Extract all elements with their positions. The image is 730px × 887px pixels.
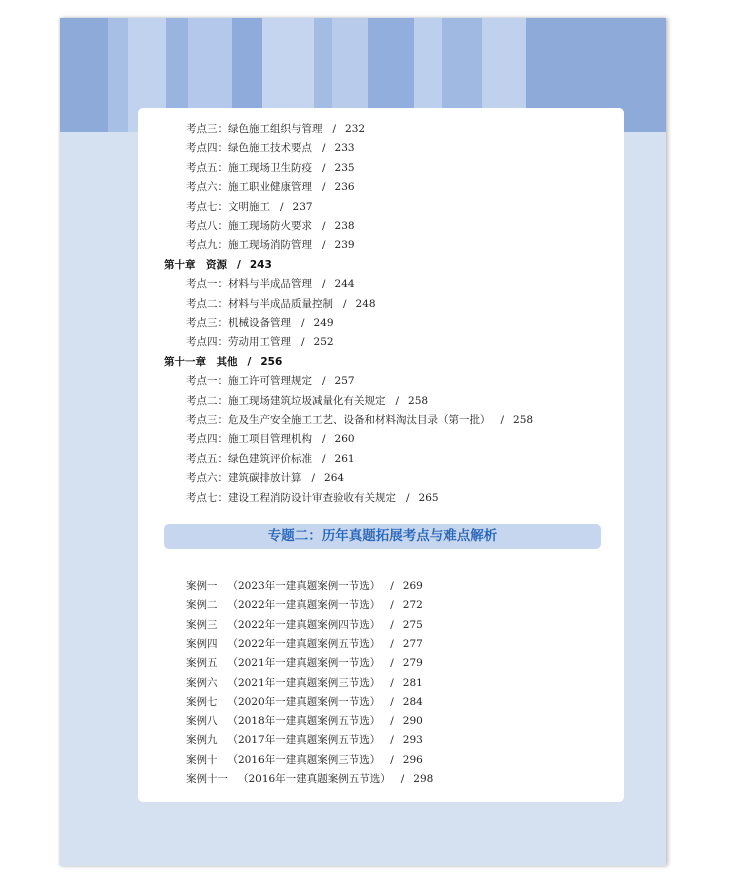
toc-entry [186, 618, 423, 632]
page-number: 261 [334, 452, 355, 465]
toc-entry [186, 122, 365, 136]
separator: / [322, 181, 326, 194]
case-source: （2016年一建真题案例五节选） [238, 773, 391, 785]
toc-entry [186, 432, 355, 446]
entry-label: 考点五：绿色建筑评价标准 [186, 452, 312, 465]
toc-entry [186, 471, 344, 485]
page-number: 258 [513, 414, 534, 426]
toc-entry [186, 180, 355, 194]
separator: / [322, 433, 326, 446]
case-number: 案例八 [186, 715, 218, 728]
separator: / [322, 161, 326, 174]
toc-entry [186, 200, 313, 214]
separator: / [322, 375, 326, 388]
page-number: 243 [249, 258, 272, 271]
entry-label: 考点一：施工许可管理规定 [186, 375, 312, 388]
page-number: 260 [334, 433, 355, 446]
page-number: 279 [402, 657, 423, 670]
case-source: （2022年一建真题案例四节选） [227, 618, 381, 631]
case-source: （2018年一建真题案例五节选） [227, 715, 381, 728]
case-number: 案例十 [186, 753, 218, 766]
entry-label: 考点四：绿色施工技术要点 [186, 142, 312, 155]
entry-label: 考点四：劳动用工管理 [186, 336, 291, 349]
entry-label: 考点三：危及生产安全施工工艺、设备和材料淘汰目录（第一批） [186, 414, 491, 426]
toc-entry [186, 695, 423, 709]
case-source: （2017年一建真题案例五节选） [227, 734, 381, 747]
entry-label: 考点四：施工项目管理机构 [186, 433, 312, 446]
separator: / [301, 317, 305, 329]
page-number: 257 [334, 375, 355, 388]
toc-entry [186, 733, 423, 747]
page-number: 256 [260, 355, 283, 368]
toc-entry [186, 141, 355, 155]
separator: / [322, 278, 326, 291]
separator: / [390, 637, 394, 650]
separator: / [390, 657, 394, 670]
entry-label: 考点二：材料与半成品质量控制 [186, 297, 333, 310]
page-number: 293 [402, 734, 423, 747]
chapter-title: 第十一章 其他 [164, 355, 238, 368]
case-number: 案例六 [186, 676, 218, 689]
separator: / [247, 355, 252, 368]
page-number: 235 [334, 161, 355, 174]
toc-entry [186, 297, 376, 311]
case-source: （2020年一建真题案例一节选） [227, 695, 381, 708]
separator: / [390, 580, 394, 592]
toc-entry [186, 452, 355, 466]
toc-entry [186, 394, 428, 408]
toc-entry [186, 598, 423, 612]
page-number: 290 [402, 715, 423, 728]
page-number: 252 [313, 336, 334, 349]
entry-label: 考点三：绿色施工组织与管理 [186, 123, 323, 135]
page-number: 298 [413, 773, 434, 785]
toc-entry [186, 753, 423, 767]
page-number: 233 [334, 142, 355, 155]
page-number: 237 [292, 200, 313, 213]
separator: / [237, 258, 241, 271]
case-number: 案例一 [186, 580, 218, 592]
toc-entry [186, 277, 355, 291]
page-number: 236 [334, 181, 355, 194]
chapter-title: 第十章 资源 [164, 258, 227, 271]
toc-entry [186, 335, 334, 349]
entry-label: 考点二：施工现场建筑垃圾减量化有关规定 [186, 394, 386, 407]
page-number: 232 [345, 123, 366, 135]
toc-entry [186, 374, 355, 388]
stripe [60, 18, 108, 132]
case-source: （2022年一建真题案例一节选） [227, 599, 381, 612]
page-number: 275 [402, 618, 423, 631]
separator: / [500, 414, 505, 426]
toc-entry [186, 491, 439, 505]
separator: / [406, 491, 410, 504]
document-page [60, 18, 666, 866]
toc-entry [186, 579, 423, 593]
entry-label: 考点七：建设工程消防设计审查验收有关规定 [186, 491, 396, 504]
entry-label: 考点六：建筑碳排放计算 [186, 472, 302, 485]
separator: / [390, 715, 394, 728]
toc-entry [186, 413, 533, 427]
page-number: 238 [334, 220, 355, 232]
case-number: 案例三 [186, 618, 218, 631]
entry-label: 考点五：施工现场卫生防疫 [186, 161, 312, 174]
separator: / [390, 676, 394, 689]
page-number: 264 [324, 472, 345, 485]
separator: / [390, 753, 394, 766]
toc-entry [186, 637, 423, 651]
case-number: 案例二 [186, 599, 218, 612]
separator: / [400, 773, 405, 785]
toc-entry [186, 316, 334, 330]
page-number: 265 [418, 491, 439, 504]
section-banner [164, 524, 601, 549]
toc-entry [186, 656, 423, 670]
separator: / [390, 599, 394, 612]
page-number: 277 [402, 637, 423, 650]
case-source: （2021年一建真题案例三节选） [227, 676, 381, 689]
separator: / [322, 220, 326, 232]
separator: / [395, 394, 400, 407]
page-number: 272 [402, 599, 423, 612]
case-number: 案例九 [186, 734, 218, 747]
toc-entry [186, 772, 433, 786]
separator: / [322, 239, 326, 252]
toc-entry [186, 238, 355, 252]
case-source: （2021年一建真题案例一节选） [227, 657, 381, 670]
separator: / [332, 123, 337, 135]
page-number: 296 [402, 753, 423, 766]
case-source: （2022年一建真题案例五节选） [227, 637, 381, 650]
chapter-heading [164, 355, 282, 369]
page-number: 239 [334, 239, 355, 252]
separator: / [301, 336, 305, 349]
entry-label: 考点七：文明施工 [186, 200, 270, 213]
entry-label: 考点一：材料与半成品管理 [186, 278, 312, 291]
banner-title: 专题二：历年真题拓展考点与难点解析 [267, 528, 498, 544]
separator: / [390, 734, 394, 747]
separator: / [311, 472, 316, 485]
page-number: 284 [402, 695, 423, 708]
entry-label: 考点六：施工职业健康管理 [186, 181, 312, 194]
separator: / [343, 297, 347, 310]
stripe [108, 18, 128, 132]
toc-entry [186, 714, 423, 728]
case-number: 案例七 [186, 695, 218, 708]
toc-entry [186, 161, 355, 175]
case-number: 案例五 [186, 657, 218, 670]
case-source: （2023年一建真题案例一节选） [227, 580, 381, 592]
page-number: 269 [402, 580, 423, 592]
page-number: 244 [334, 278, 355, 291]
separator: / [390, 618, 394, 631]
separator: / [322, 142, 326, 155]
entry-label: 考点八：施工现场防火要求 [186, 220, 312, 232]
chapter-heading [164, 258, 272, 272]
page-number: 248 [355, 297, 376, 310]
separator: / [390, 695, 394, 708]
toc-card [138, 108, 624, 802]
case-source: （2016年一建真题案例三节选） [227, 753, 381, 766]
entry-label: 考点三：机械设备管理 [186, 317, 291, 329]
entry-label: 考点九：施工现场消防管理 [186, 239, 312, 252]
page-number: 249 [313, 317, 334, 329]
toc-entry [186, 219, 355, 233]
page-number: 281 [402, 676, 423, 689]
separator: / [280, 200, 284, 213]
toc-entry [186, 676, 423, 690]
case-number: 案例四 [186, 637, 218, 650]
separator: / [322, 452, 326, 465]
case-number: 案例十一 [186, 773, 228, 785]
page-number: 258 [408, 394, 429, 407]
